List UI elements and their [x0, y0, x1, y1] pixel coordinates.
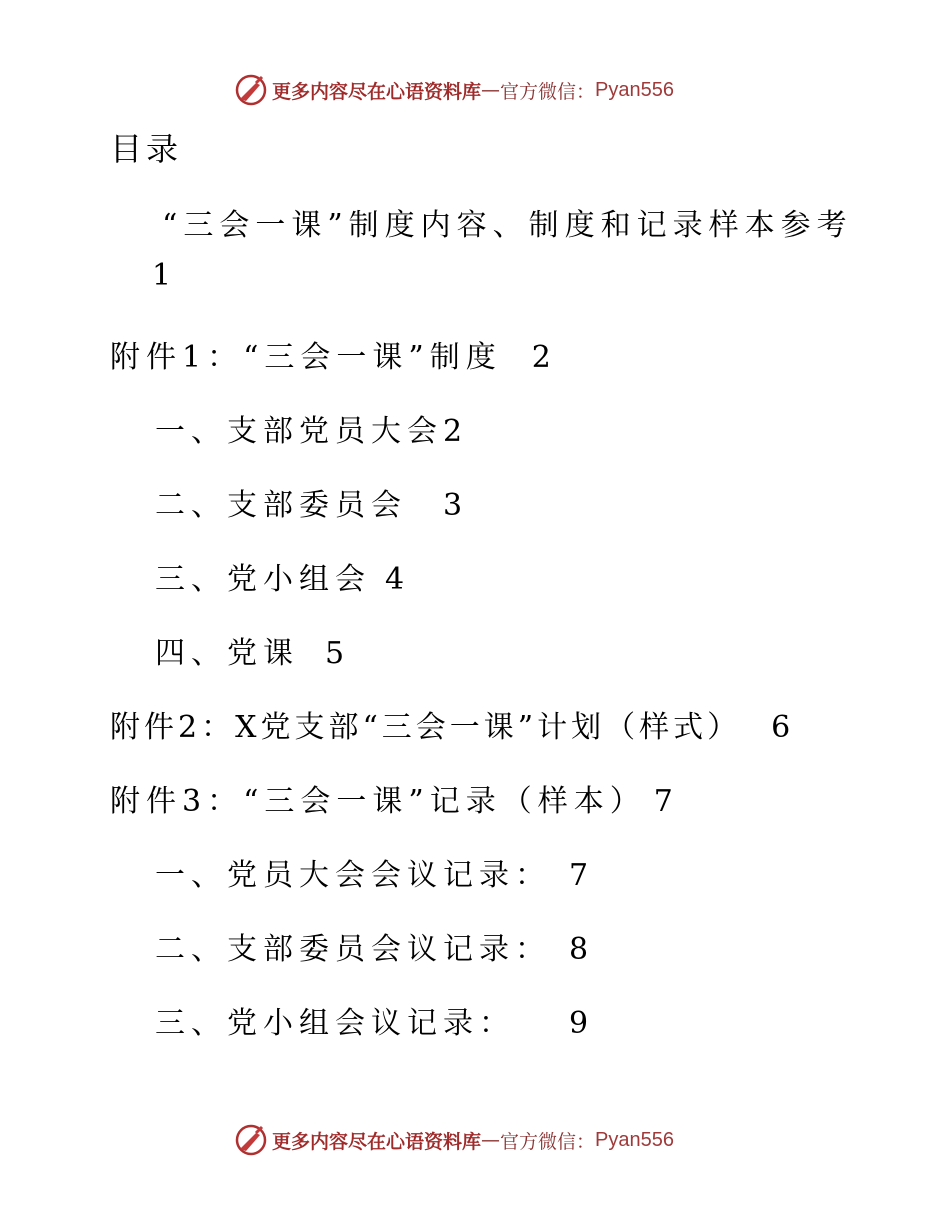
toc-entry-text: 二、支部委员会议记录：	[155, 932, 551, 967]
toc-page-number: 7	[653, 784, 673, 819]
toc-page-number: 2	[443, 414, 463, 449]
watermark-footer	[234, 1122, 674, 1158]
toc-entry-text: 附件1：“三会一课”制度	[110, 340, 502, 375]
toc-entry-group-record[interactable]	[155, 998, 588, 1042]
toc-entry-text: 三、党小组会	[155, 562, 371, 597]
watermark-dash: —	[481, 79, 501, 101]
toc-entry-attachment-3[interactable]	[110, 776, 673, 820]
watermark-sub-text: 官方微信：	[500, 1130, 596, 1153]
toc-page-number: 4	[385, 562, 405, 597]
pen-logo-icon	[234, 73, 268, 107]
watermark-main-text: 更多内容尽在心语资料库	[272, 80, 482, 103]
toc-entry-attachment-2[interactable]	[110, 702, 790, 746]
toc-entry-text: 一、党员大会会议记录：	[155, 858, 551, 893]
toc-title: 目录	[110, 130, 183, 168]
toc-entry-member-meeting-record[interactable]	[155, 850, 588, 894]
toc-page-number: 6	[771, 710, 791, 745]
toc-page-number: 1	[152, 258, 172, 293]
toc-entry-attachment-1[interactable]	[110, 332, 551, 376]
toc-entry-text: 附件2：X党支部“三会一课”计划（样式）	[110, 710, 742, 745]
toc-entry-committee-record[interactable]	[155, 924, 588, 968]
pen-logo-icon	[234, 1123, 268, 1157]
toc-page-number: 9	[569, 1006, 589, 1041]
toc-entry-branch-member-meeting[interactable]	[155, 406, 462, 450]
toc-entry-party-group-meeting[interactable]	[155, 554, 404, 598]
toc-entry-text: 二、支部委员会	[155, 488, 407, 523]
toc-entry-text: 三、党小组会议记录：	[155, 1006, 515, 1041]
watermark-main-text: 更多内容尽在心语资料库	[272, 1130, 482, 1153]
watermark-wechat-id: Pyan556	[595, 1128, 674, 1151]
toc-page-number: 3	[443, 488, 463, 523]
toc-entry-text: 附件3：“三会一课”记录（样本）	[110, 784, 646, 819]
toc-page-number: 2	[531, 340, 551, 375]
toc-entry-text: 四、党课	[155, 636, 299, 671]
watermark-wechat-id: Pyan556	[595, 78, 674, 101]
toc-page-number: 7	[569, 858, 589, 893]
watermark-sub-text: 官方微信：	[500, 80, 596, 103]
watermark-header	[234, 72, 674, 108]
toc-entry-text: 一、支部党员大会	[155, 414, 443, 449]
toc-entry-text: “三会一课”制度内容、制度和记录样本参考	[162, 208, 853, 243]
toc-entry-main[interactable]	[162, 200, 853, 244]
toc-entry-party-lecture[interactable]	[155, 628, 344, 672]
watermark-dash: —	[481, 1129, 501, 1151]
toc-entry-main-page	[152, 258, 171, 293]
toc-page-number: 8	[569, 932, 589, 967]
toc-entry-branch-committee[interactable]	[155, 480, 462, 524]
toc-page-number: 5	[325, 636, 345, 671]
